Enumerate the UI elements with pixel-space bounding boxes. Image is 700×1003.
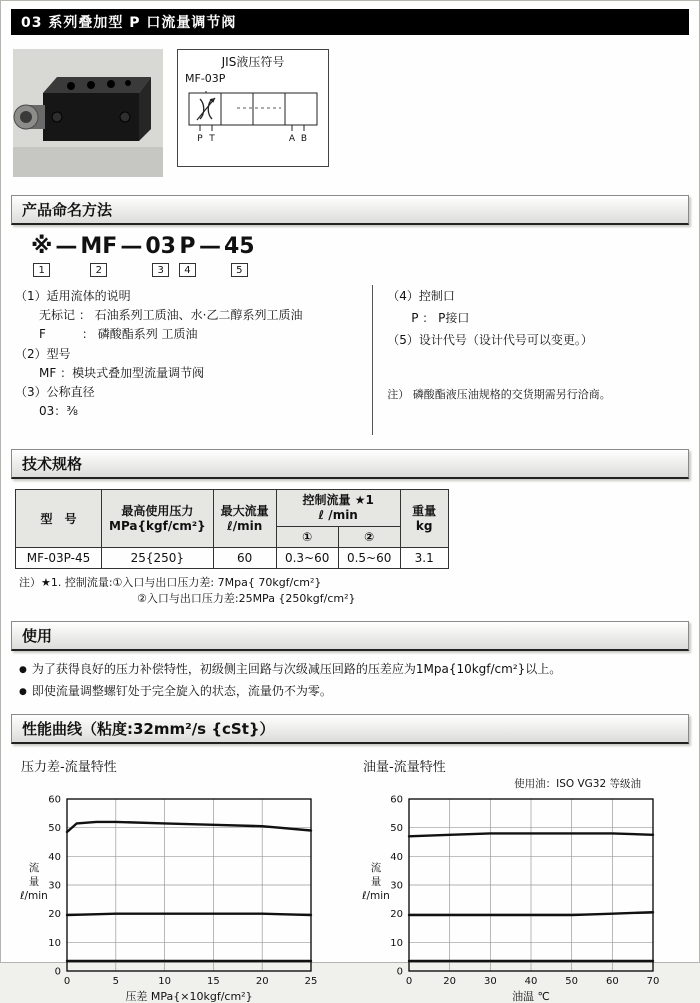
svg-text:60: 60 [605,975,619,987]
item-fluid-unmarked: 无标记 ： 石油系列工质油、水·乙二醇系列工质油 [39,308,303,323]
svg-text:量: 量 [28,875,40,888]
svg-text:量: 量 [370,875,382,888]
table-header-row [16,490,449,527]
model-code [31,235,689,277]
item-fluid-f: F ： 磷酸酯系列 工质油 [39,327,198,342]
svg-text:15: 15 [207,975,220,987]
svg-text:0: 0 [54,966,61,978]
port-label-b: B [300,134,308,144]
svg-text:50: 50 [48,822,61,834]
svg-text:60: 60 [390,794,403,806]
port-label-t: T [209,134,215,144]
chart-block-pressure-flow [17,754,325,1003]
jis-symbol-box [177,49,329,167]
usage-bullet-1: ● 为了获得良好的压力补偿特性，初级侧主回路与次级减压回路的压差应为1Mpa{10kgf/cm²}以上。 [19,661,689,678]
chart-title-temp-flow: 油量-流量特性 [363,759,446,775]
cell-model: MF-03P-45 [16,548,102,569]
col-control-2: ② [338,527,400,548]
code-segment: MF 2 [80,234,118,276]
code-segment: — [198,234,221,259]
temp-flow-chart [359,791,667,1003]
code-box-3: 3 [152,263,169,277]
svg-text:10: 10 [48,937,61,949]
col-model: 型 号 [16,490,102,548]
phosphate-note: 注） 磷酸酯液压油规格的交货期需另行洽商。 [387,387,611,401]
code-segment: P 4 [179,234,196,276]
jis-model-label: MF-03P [185,72,226,85]
svg-text:5: 5 [112,975,119,987]
cell-control-2: 0.5~60 [338,548,400,569]
note-control-flow-1: 注）★1. 控制流量:①入口与出口压力差: 7Mpa{ 70kgf/cm²} [19,576,322,590]
cell-max-flow: 60 [213,548,276,569]
svg-text:50: 50 [390,822,403,834]
svg-text:油温 ℃: 油温 ℃ [512,989,550,1003]
item-fluid-heading: （1）适用流体的说明 [15,289,131,304]
table-row [16,548,449,569]
code-box-4: 4 [179,263,196,277]
svg-text:0: 0 [396,966,403,978]
section-header-naming: 产品命名方法 [11,195,689,225]
svg-text:30: 30 [48,880,61,892]
svg-text:压差 MPa{×10kgf/cm²}: 压差 MPa{×10kgf/cm²} [125,989,253,1003]
svg-text:流: 流 [28,861,40,874]
code-segment: 45 5 [223,234,255,276]
product-intro-row [13,49,689,181]
pressure-flow-chart [17,791,325,1003]
note-control-flow-2: ②入口与出口压力差:25MPa {250kgf/cm²} [137,592,356,606]
col-weight: 重量 kg [400,490,448,548]
svg-text:40: 40 [524,975,538,987]
svg-text:ℓ/min: ℓ/min [362,889,390,902]
product-photo [13,49,163,177]
cell-max-pressure: 25{250} [102,548,214,569]
col-control-flow: 控制流量 ★1 ℓ /min [276,490,400,527]
svg-text:40: 40 [390,851,403,863]
naming-left-column [15,285,372,435]
cell-control-1: 0.3~60 [276,548,338,569]
usage-bullets [11,661,689,700]
jis-box-title: JIS液压符号 [221,55,285,69]
item-control-port-heading: （4）控制口 [387,289,455,304]
code-segment: ※ 1 [31,234,53,276]
svg-text:20: 20 [390,908,403,920]
item-model-heading: （2）型号 [15,346,71,361]
svg-text:0: 0 [63,975,71,987]
port-label-a: A [288,134,296,144]
chart-title-pressure-flow: 压力差-流量特性 [21,759,117,775]
naming-explanations [15,285,689,435]
svg-text:30: 30 [483,975,497,987]
code-segment: — [55,234,78,259]
col-max-flow: 最大流量 ℓ/min [213,490,276,548]
spec-table [15,489,449,569]
code-box-2: 2 [90,263,107,277]
port-label-p: P [197,134,203,144]
col-max-pressure: 最高使用压力 MPa{kgf/cm²} [102,490,214,548]
svg-text:ℓ/min: ℓ/min [20,889,48,902]
item-control-port-p: P ： P接口 [411,311,470,326]
svg-text:50: 50 [565,975,579,987]
chart-oil-note: 使用油：ISO VG32 等级油 [514,777,641,790]
cell-weight: 3.1 [400,548,448,569]
svg-text:20: 20 [48,908,61,920]
svg-text:25: 25 [304,975,318,987]
code-segment: — [120,234,143,259]
svg-text:0: 0 [405,975,413,987]
code-segment: 03 3 [145,234,176,276]
performance-charts [17,754,689,1003]
code-box-1: 1 [33,263,50,277]
svg-text:流: 流 [370,861,382,874]
section-header-usage: 使用 [11,621,689,651]
chart-block-temp-flow [359,754,667,1003]
section-header-performance: 性能曲线（粘度:32mm²/s {cSt}） [11,714,689,744]
svg-text:40: 40 [48,851,61,863]
spec-table-notes [19,575,689,607]
section-header-specs: 技术规格 [11,449,689,479]
svg-text:20: 20 [255,975,269,987]
item-design-code: （5）设计代号（设计代号可以变更。） [387,333,593,348]
item-diameter-heading: （3）公称直径 [15,385,95,400]
naming-right-column [372,285,689,435]
code-box-5: 5 [231,263,248,277]
svg-text:60: 60 [48,794,61,806]
svg-text:20: 20 [443,975,457,987]
chart-note-spacer [17,776,325,791]
valve-photo-illustration [13,49,163,177]
svg-text:10: 10 [390,937,403,949]
item-diameter-value: 03：⅜ [39,404,78,419]
svg-text:30: 30 [390,880,403,892]
usage-bullet-2: ● 即使流量调整螺钉处于完全旋入的状态，流量仍不为零。 [19,683,689,700]
page-title: 03 系列叠加型 P 口流量调节阀 [11,9,689,35]
hydraulic-symbol [183,87,323,145]
item-model-mf: MF ：模块式叠加型流量调节阀 [39,365,205,380]
svg-text:70: 70 [646,975,660,987]
svg-text:10: 10 [158,975,171,987]
col-control-1: ① [276,527,338,548]
